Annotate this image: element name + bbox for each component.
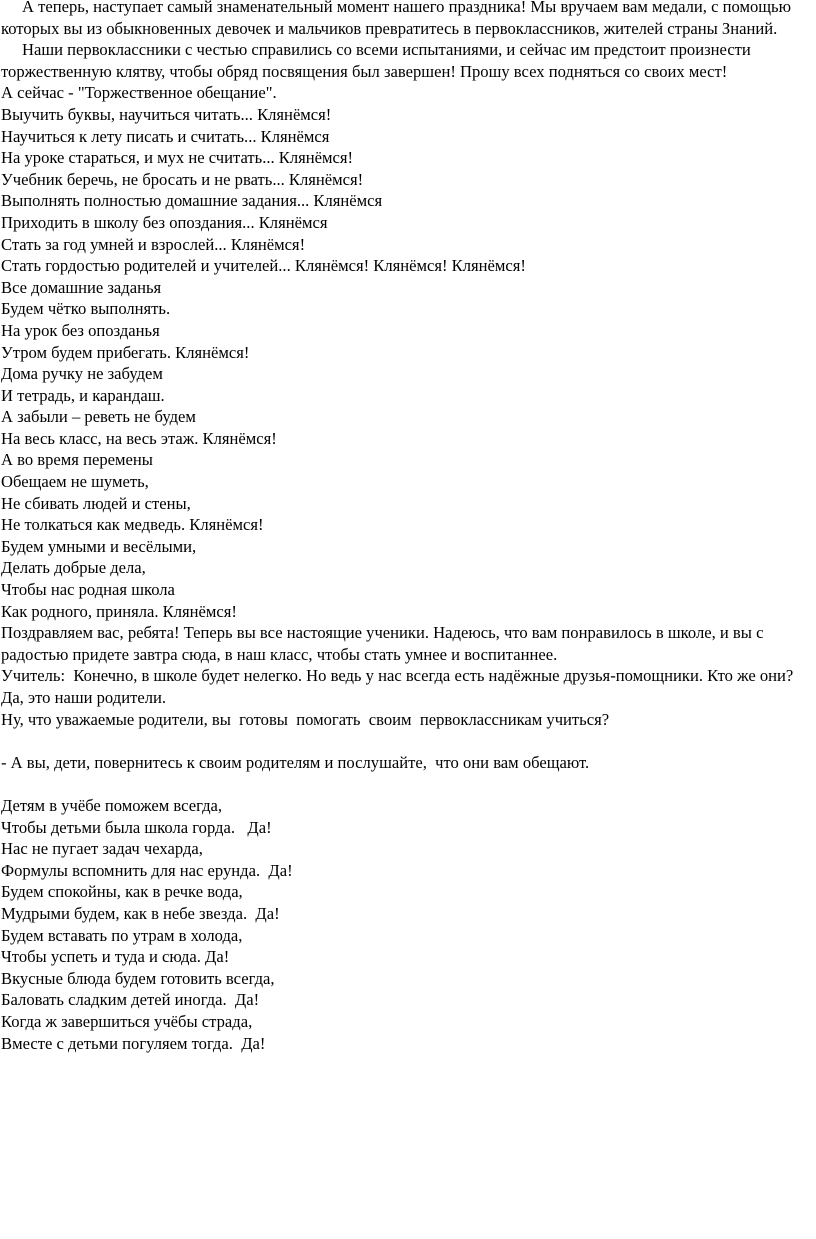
- promise-line: Вкусные блюда будем готовить всегда,: [1, 968, 275, 988]
- oath-line: Чтобы нас родная школа: [1, 580, 175, 600]
- oath-line: На уроке стараться, и мух не считать... Клянёмся!: [1, 148, 354, 168]
- oath-line: И тетрадь, и карандаш.: [1, 385, 165, 405]
- oath-line: Дома ручку не забудем: [1, 364, 163, 384]
- promise-line: Чтобы детьми была школа горда. Да!: [1, 817, 272, 837]
- children-instruction: - А вы, дети, повернитесь к своим родителям и послушайте, что они вам обещают.: [1, 752, 590, 772]
- oath-line: Не толкаться как медведь. Клянёмся!: [1, 515, 264, 535]
- congrats-paragraph: Поздравляем вас, ребята! Теперь вы все настоящие ученики. Надеюсь, что вам понравилось в школе, и вы с радостью придете завтра сюда, в наш класс, чтобы стать умнее и воспитаннее.: [1, 623, 768, 664]
- oath-line: На урок без опозданья: [1, 320, 160, 340]
- promise-line: Мудрыми будем, как в небе звезда. Да!: [1, 903, 280, 923]
- oath-line: Стать гордостью родителей и учителей... Клянёмся! Клянёмся! Клянёмся!: [1, 256, 526, 276]
- oath-line: Делать добрые дела,: [1, 558, 146, 578]
- oath-lines: [1, 104, 810, 622]
- oath-line: Научиться к лету писать и считать... Клянёмся: [1, 126, 330, 146]
- oath-line: Стать за год умней и взрослей... Клянёмся!: [1, 234, 306, 254]
- oath-line: А забыли – реветь не будем: [1, 407, 196, 427]
- oath-line: Обещаем не шуметь,: [1, 472, 149, 492]
- oath-line: Выполнять полностью домашние задания... Клянёмся: [1, 191, 383, 211]
- parents-promise-lines: [1, 795, 810, 1054]
- promise-line: Нас не пугает задач чехарда,: [1, 839, 203, 859]
- oath-intro: А сейчас - "Торжественное обещание".: [1, 83, 277, 103]
- promise-line: Когда ж завершиться учёбы страда,: [1, 1011, 253, 1031]
- promise-line: Будем спокойны, как в речке вода,: [1, 882, 243, 902]
- oath-line: Учебник беречь, не бросать и не рвать... Клянёмся!: [1, 169, 364, 189]
- oath-line: А во время перемены: [1, 450, 153, 470]
- promise-line: Чтобы успеть и туда и сюда. Да!: [1, 947, 230, 967]
- oath-line: Выучить буквы, научиться читать... Клянёмся!: [1, 104, 332, 124]
- teacher-paragraph: Учитель: Конечно, в школе будет нелегко. Но ведь у нас всегда есть надёжные друзья-помощники. Кто же они? Да, это наши родители.: [1, 666, 798, 707]
- promise-line: Формулы вспомнить для нас ерунда. Да!: [1, 860, 293, 880]
- intro-paragraph-2: Наши первоклассники с честью справились со всеми испытаниями, и сейчас им предстоит произнести торжественную клятву, чтобы обряд посвящения был завершен! Прошу всех подняться со своих мест!: [1, 40, 755, 81]
- promise-line: Баловать сладким детей иногда. Да!: [1, 990, 260, 1010]
- oath-line: Будем умными и весёлыми,: [1, 536, 197, 556]
- oath-line: Приходить в школу без опоздания... Клянёмся: [1, 212, 328, 232]
- blank-line: [1, 773, 810, 795]
- oath-line: Как родного, приняла. Клянёмся!: [1, 601, 237, 621]
- parents-question: Ну, что уважаемые родители, вы готовы помогать своим первоклассникам учиться?: [1, 709, 610, 729]
- oath-line: Не сбивать людей и стены,: [1, 493, 191, 513]
- oath-line: Утром будем прибегать. Клянёмся!: [1, 342, 250, 362]
- intro-paragraph-1: А теперь, наступает самый знаменательный момент нашего праздника! Мы вручаем вам медали, с помощью которых вы из обыкновенных девочек и мальчиков превратитесь в первоклассников, жителей страны Знаний.: [1, 0, 796, 38]
- promise-line: Будем вставать по утрам в холода,: [1, 925, 243, 945]
- oath-line: Все домашние заданья: [1, 277, 162, 297]
- blank-line: [1, 730, 810, 752]
- oath-line: На весь класс, на весь этаж. Клянёмся!: [1, 428, 277, 448]
- promise-line: Вместе с детьми погуляем тогда. Да!: [1, 1033, 266, 1053]
- oath-line: Будем чётко выполнять.: [1, 299, 171, 319]
- promise-line: Детям в учёбе поможем всегда,: [1, 795, 223, 815]
